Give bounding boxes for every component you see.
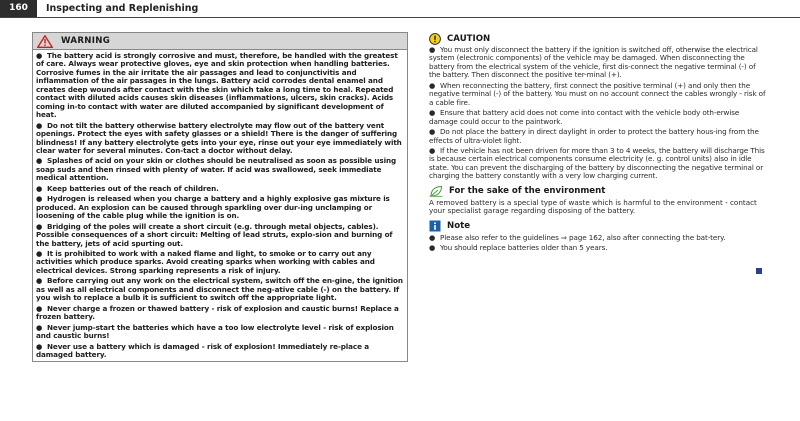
page-header bbox=[0, 0, 800, 17]
left-column bbox=[32, 32, 408, 362]
note-item: ● Please also refer to the guidelines ⇒ page 162, also after connecting the bat-tery. bbox=[429, 232, 726, 242]
warning-box bbox=[32, 32, 408, 362]
bullet-icon: ● bbox=[36, 248, 43, 258]
bullet-icon: ● bbox=[429, 127, 436, 137]
caution-header bbox=[429, 32, 767, 45]
bullet-icon: ● bbox=[429, 145, 436, 155]
bullet-icon: ● bbox=[429, 232, 436, 242]
bullet-icon: ● bbox=[36, 183, 43, 193]
warning-item: ● Never charge a frozen or thawed battery - risk of explosion and caustic burns! Replace a frozen battery. bbox=[36, 303, 399, 322]
warning-item: ● The battery acid is strongly corrosive and must, therefore, be handled with the greatest of care. Always wear protective gloves, eye and skin protection when handling batteries. Corrosive fumes in the air irritate the air passages and lead to conjunctivitis and inflammation of the air passages in the lungs. Battery acid corrodes dental enamel and creates deep wounds after contact with the skin which take a long time to heal. Repeated contact with diluted acids causes skin diseases (inflammations, ulcers, skin cracks). Acids coming in-to contact with water are diluted accompanied by significant development of heat. bbox=[36, 51, 398, 120]
note-title: Note bbox=[447, 221, 471, 232]
caution-item: ● When reconnecting the battery, first connect the positive terminal (+) and only then the negative terminal (-) of the battery. You must on no account connect the cables wrongly - risk of a cable fire. bbox=[429, 80, 766, 107]
bullet-icon: ● bbox=[36, 194, 43, 204]
environment-header bbox=[429, 185, 767, 198]
bullet-icon: ● bbox=[36, 221, 43, 231]
bullet-icon: ● bbox=[36, 120, 43, 130]
bullet-icon: ● bbox=[429, 108, 436, 118]
warning-item: ● Hydrogen is released when you charge a battery and a highly explosive gas mixture is produced. An explosion can be caused through sparkling over dur-ing unclamping or loosening of the cable plug while the ignition is on. bbox=[36, 194, 390, 221]
warning-item: ● Before carrying out any work on the electrical system, switch off the en-gine, the ignition as well as all electrical components and disconnect the neg-ative cable (-) on the battery. If you wish to replace a bulb it is sufficient to switch off the appropriate light. bbox=[36, 276, 403, 303]
warning-body bbox=[33, 50, 407, 359]
note-info-icon bbox=[429, 220, 441, 232]
warning-title: WARNING bbox=[61, 36, 111, 46]
environment-title: For the sake of the environment bbox=[449, 186, 606, 197]
caution-item: ● You must only disconnect the battery if the ignition is switched off, otherwise the electrical system (electronic components) of the vehicle may be damaged. When disconnecting the battery from the electrical system of the vehicle, first dis-connect the negative terminal (-) of the battery. Then disconnect the positive ter-minal (+). bbox=[429, 45, 758, 80]
warning-item: ● Never use a battery which is damaged - risk of explosion! Immediately re-place a damaged battery. bbox=[36, 341, 369, 359]
bullet-icon: ● bbox=[429, 80, 436, 90]
warning-item: ● Bridging of the poles will create a short circuit (e.g. through metal objects, cables). Possible consequences of a short circuit: Melting of lead struts, explo-sion and burning of the battery, jets of acid spurting out. bbox=[36, 221, 393, 248]
warning-triangle-icon bbox=[37, 35, 53, 48]
bullet-icon: ● bbox=[36, 51, 43, 60]
right-column bbox=[429, 32, 767, 255]
note-header bbox=[429, 220, 767, 233]
caution-item: ● Do not place the battery in direct daylight in order to protect the battery hous-ing from the effects of ultra-violet light. bbox=[429, 127, 759, 145]
warning-item: ● It is prohibited to work with a naked flame and light, to smoke or to carry out any activities which produce sparks. Avoid creating sparks when working with cables and electrical devices. Strong sparking represents a risk of injury. bbox=[36, 248, 375, 275]
header-divider bbox=[0, 17, 800, 18]
bullet-icon: ● bbox=[36, 341, 43, 351]
caution-exclamation-icon bbox=[429, 33, 441, 45]
bullet-icon: ● bbox=[429, 45, 436, 54]
section-end-marker bbox=[756, 268, 762, 274]
note-item: ● You should replace batteries older than 5 years. bbox=[429, 243, 608, 253]
environment-text: A removed battery is a special type of waste which is harmful to the environment - contact your specialist garage regarding disposing of the battery. bbox=[429, 197, 757, 216]
bullet-icon: ● bbox=[36, 276, 43, 286]
bullet-icon: ● bbox=[36, 156, 43, 166]
warning-item: ● Do not tilt the battery otherwise battery electrolyte may flow out of the battery vent openings. Protect the eyes with safety glasses or a shield! There is the danger of suffering blindness! If any battery electrolyte gets into your eye, rinse out your eye immediately with clear water for several minutes. Con-tact a doctor without delay. bbox=[36, 120, 402, 155]
warning-item: ● Keep batteries out of the reach of children. bbox=[36, 183, 219, 193]
warning-item: ● Splashes of acid on your skin or clothes should be neutralised as soon as possible using soap suds and then rinsed with plenty of water. If acid was swallowed, seek immediate medical attention. bbox=[36, 156, 397, 183]
bullet-icon: ● bbox=[429, 243, 436, 253]
bullet-icon: ● bbox=[36, 322, 43, 332]
bullet-icon: ● bbox=[36, 303, 43, 313]
environment-leaf-icon bbox=[429, 185, 443, 197]
page-number: 160 bbox=[0, 0, 37, 17]
warning-item: ● Never jump-start the batteries which have a too low electrolyte level - risk of explosion and caustic burns! bbox=[36, 322, 394, 341]
caution-item: ● Ensure that battery acid does not come into contact with the vehicle body oth-erwise damage could occur to the paintwork. bbox=[429, 108, 740, 126]
caution-item: ● If the vehicle has not been driven for more than 3 to 4 weeks, the battery will discharge This is because certain electrical components consume electricity (e. g. control units) also in idle state. You can prevent the discharging of the battery by disconnecting the negative terminal or charging the battery constantly with a very low charging current. bbox=[429, 145, 765, 181]
warning-header bbox=[33, 33, 407, 50]
chapter-title: Inspecting and Replenishing bbox=[46, 3, 199, 14]
caution-title: CAUTION bbox=[447, 33, 491, 44]
